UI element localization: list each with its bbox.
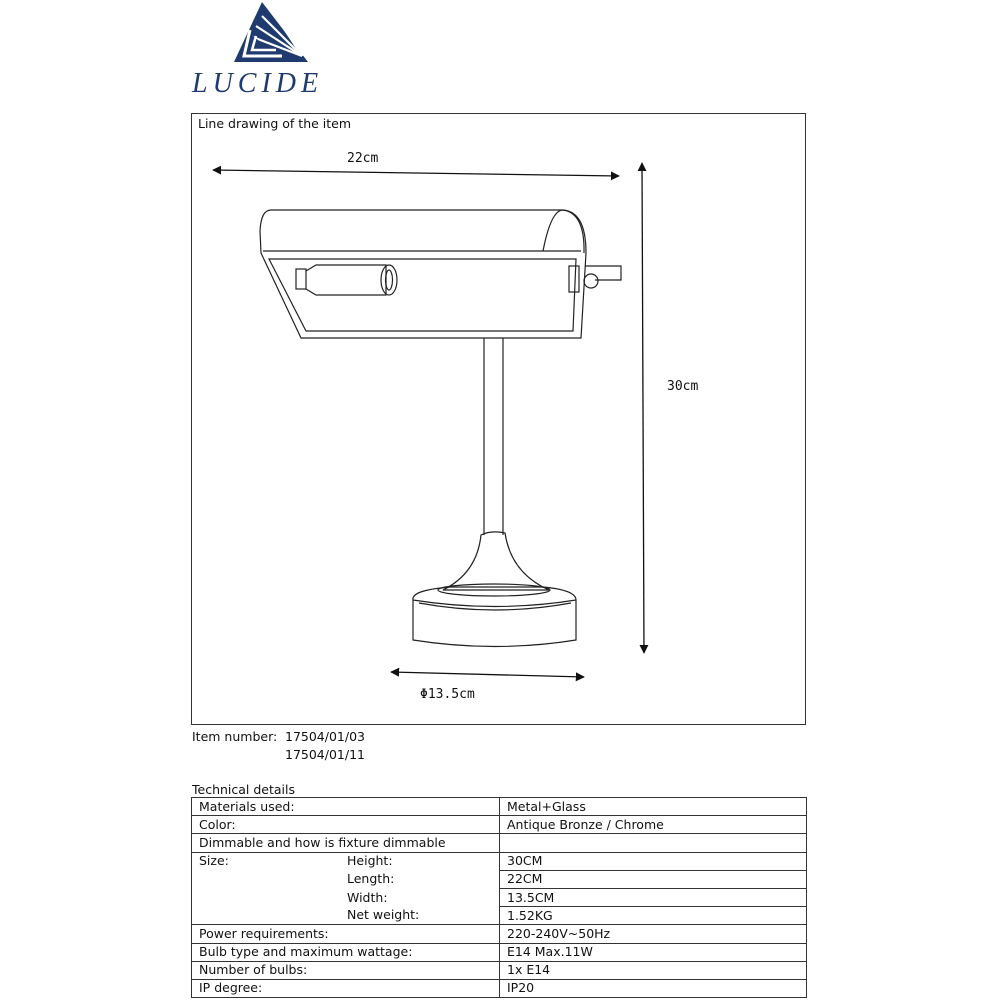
table-row <box>192 870 807 888</box>
table-row <box>192 852 807 870</box>
technical-details-table <box>191 797 807 998</box>
spec-value: Antique Bronze / Chrome <box>500 816 807 834</box>
width-dimension-arrow <box>213 170 619 176</box>
spec-value: E14 Max.11W <box>500 943 807 961</box>
spec-value: 220-240V~50Hz <box>500 925 807 943</box>
size-label: Size: <box>199 853 229 869</box>
spec-value: Metal+Glass <box>500 798 807 816</box>
size-sub-label: Net weight: <box>347 907 420 923</box>
item-number-label: Item number: <box>192 729 278 744</box>
base-dimension-arrow <box>391 672 584 677</box>
base-dimension-label: Φ13.5cm <box>420 687 475 702</box>
size-sub-label: Width: <box>347 889 388 905</box>
lamp-line-drawing <box>191 113 806 725</box>
spec-value: 22CM <box>500 870 807 888</box>
technical-details-title: Technical details <box>192 782 296 797</box>
item-number-value: 17504/01/11 <box>285 747 365 762</box>
spec-label <box>192 870 500 888</box>
spec-value: 1x E14 <box>500 961 807 979</box>
table-row <box>192 888 807 906</box>
spec-label: Materials used: <box>192 798 500 816</box>
spec-label: Power requirements: <box>192 925 500 943</box>
spec-label: IP degree: <box>192 979 500 997</box>
table-row <box>192 943 807 961</box>
spec-label <box>192 907 500 925</box>
spec-label <box>192 888 500 906</box>
height-dimension-label: 30cm <box>667 379 699 394</box>
table-row <box>192 907 807 925</box>
size-sub-label: Length: <box>347 871 395 887</box>
logo-emblem-icon <box>234 2 308 62</box>
spec-value: IP20 <box>500 979 807 997</box>
spec-label <box>192 852 500 870</box>
table-row <box>192 798 807 816</box>
brand-name: LUCIDE <box>192 68 324 99</box>
spec-value: 30CM <box>500 852 807 870</box>
spec-label: Number of bulbs: <box>192 961 500 979</box>
drawing-caption: Line drawing of the item <box>198 116 352 131</box>
table-row <box>192 816 807 834</box>
table-row <box>192 834 807 852</box>
spec-label: Dimmable and how is fixture dimmable <box>192 834 500 852</box>
table-row <box>192 925 807 943</box>
height-dimension-arrow <box>642 163 644 653</box>
table-row <box>192 961 807 979</box>
spec-value: 1.52KG <box>500 907 807 925</box>
size-sub-label: Height: <box>347 853 393 869</box>
spec-value <box>500 834 807 852</box>
spec-value: 13.5CM <box>500 888 807 906</box>
spec-label: Color: <box>192 816 500 834</box>
spec-label: Bulb type and maximum wattage: <box>192 943 500 961</box>
width-dimension-label: 22cm <box>347 151 379 166</box>
table-row <box>192 979 807 997</box>
lamp-base <box>413 532 576 647</box>
lamp-stem <box>484 338 503 535</box>
item-number-value: 17504/01/03 <box>285 729 365 744</box>
lamp-shade <box>260 210 621 338</box>
